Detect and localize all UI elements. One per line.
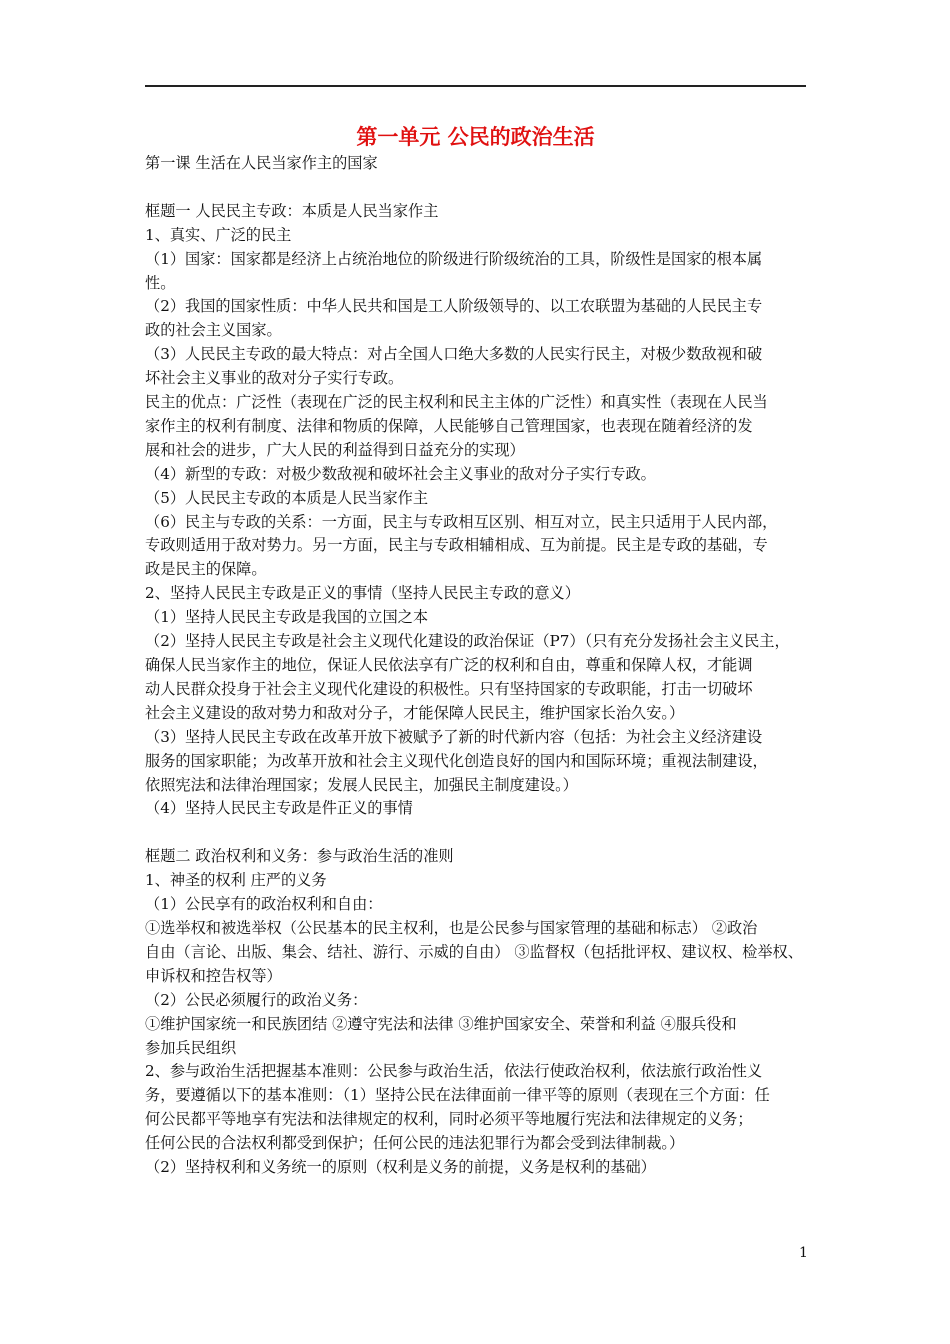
text-line: 1、神圣的权利 庄严的义务 [145, 871, 327, 890]
text-line: 框题二 政治权利和义务：参与政治生活的准则 [145, 847, 454, 866]
header-rule [145, 85, 806, 87]
text-line: 2、参与政治生活把握基本准则：公民参与政治生活，依法行使政治权利，依法旅行政治性义 [145, 1062, 763, 1081]
text-line: 自由（言论、出版、集会、结社、游行、示威的自由） ③监督权（包括批评权、建议权、检举权、 [145, 942, 803, 961]
page-number: 1 [799, 1245, 808, 1261]
text-line: 参加兵民组织 [145, 1038, 237, 1057]
text-line: 务，要遵循以下的基本准则：（1）坚持公民在法律面前一律平等的原则（表现在三个方面：任 [145, 1086, 770, 1105]
text-line: （2）我国的国家性质：中华人民共和国是工人阶级领导的、以工农联盟为基础的人民民主专 [145, 297, 763, 316]
text-line: 第一课 生活在人民当家作主的国家 [145, 154, 378, 172]
text-line: （4）坚持人民民主专政是件正义的事情 [145, 799, 413, 818]
text-line: 申诉权和控告权等） [145, 966, 282, 985]
text-line: 展和社会的进步，广大人民的利益得到日益充分的实现） [145, 440, 525, 459]
text-line: 坏社会主义事业的敌对分子实行专政。 [145, 369, 404, 388]
text-line: （6）民主与专政的关系：一方面，民主与专政相互区别、相互对立，民主只适用于人民内部， [145, 512, 778, 531]
text-line: 任何公民的合法权利都受到保护；任何公民的违法犯罪行为都会受到法律制裁。） [145, 1134, 685, 1153]
page-title: 第一单元 公民的政治生活 [356, 125, 595, 149]
text-line: （4）新型的专政：对极少数敌视和破坏社会主义事业的敌对分子实行专政。 [145, 464, 656, 483]
text-line: 性。 [145, 273, 176, 292]
text-line: （2）坚持人民民主专政是社会主义现代化建设的政治保证（P7）（只有充分发扬社会主义民主， [145, 632, 790, 651]
text-line: 家作主的权利有制度、法律和物质的保障，人民能够自己管理国家，也表现在随着经济的发 [145, 416, 753, 435]
text-line: 1、真实、广泛的民主 [145, 225, 292, 244]
text-line: （2）公民必须履行的政治义务： [145, 990, 368, 1009]
text-line: 专政则适用于敌对势力。另一方面，民主与专政相辅相成、互为前提。民主是专政的基础，专 [145, 536, 768, 555]
text-line: 何公民都平等地享有宪法和法律规定的权利，同时必须平等地履行宪法和法律规定的义务； [145, 1110, 753, 1129]
text-line: 确保人民当家作主的地位，保证人民依法享有广泛的权利和自由，尊重和保障人权，才能调 [145, 656, 753, 675]
text-line: （1）坚持人民民主专政是我国的立国之本 [145, 608, 429, 627]
text-line: 社会主义建设的敌对势力和敌对分子，才能保障人民民主，维护国家长治久安。） [145, 703, 685, 722]
text-line: ①维护国家统一和民族团结 ②遵守宪法和法律 ③维护国家安全、荣誉和利益 ④服兵役和 [145, 1014, 737, 1033]
text-line: （2）坚持权利和义务统一的原则（权利是义务的前提，义务是权利的基础） [145, 1158, 656, 1177]
text-line: 依照宪法和法律治理国家；发展人民民主，加强民主制度建设。） [145, 775, 578, 794]
text-line: 政是民主的保障。 [145, 560, 267, 579]
text-line: （3）人民民主专政的最大特点：对占全国人口绝大多数的人民实行民主，对极少数敌视和破 [145, 345, 763, 364]
text-line: 框题一 人民民主专政：本质是人民当家作主 [145, 201, 439, 220]
text-line: （5）人民民主专政的本质是人民当家作主 [145, 488, 429, 507]
text-line: ①选举权和被选举权（公民基本的民主权利，也是公民参与国家管理的基础和标志） ②政治 [145, 918, 758, 937]
document-body [145, 152, 808, 1180]
text-line: 2、坚持人民民主专政是正义的事情（坚持人民民主专政的意义） [145, 584, 580, 603]
text-line: （1）公民享有的政治权利和自由： [145, 895, 383, 914]
text-line: 民主的优点：广泛性（表现在广泛的民主权利和民主主体的广泛性）和真实性（表现在人民当 [145, 393, 768, 412]
blank-line [145, 821, 808, 845]
text-line: 动人民群众投身于社会主义现代化建设的积极性。只有坚持国家的专政职能，打击一切破坏 [145, 679, 753, 698]
text-line: 政的社会主义国家。 [145, 321, 282, 340]
text-line: （3）坚持人民民主专政在改革开放下被赋予了新的时代新内容（包括：为社会主义经济建设 [145, 727, 763, 746]
blank-line [145, 176, 808, 200]
text-line: 服务的国家职能；为改革开放和社会主义现代化创造良好的国内和国际环境；重视法制建设， [145, 751, 768, 770]
text-line: （1）国家：国家都是经济上占统治地位的阶级进行阶级统治的工具，阶级性是国家的根本属 [145, 249, 763, 268]
